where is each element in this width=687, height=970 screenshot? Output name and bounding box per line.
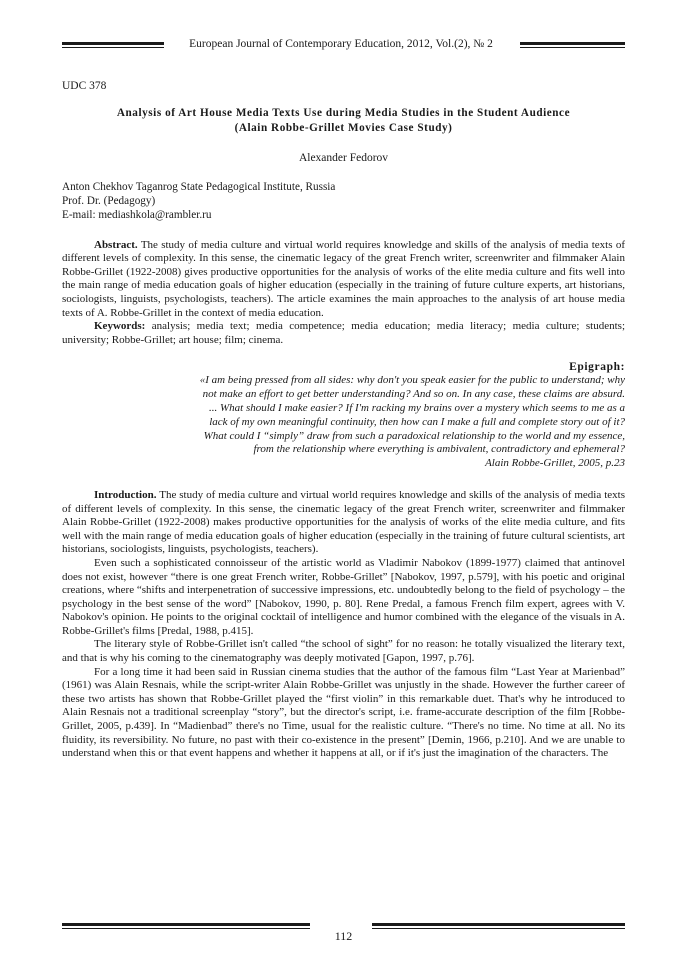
abstract-text: The study of media culture and virtual world requires knowledge and skills of the analysis of media texts of different levels of complexity. In this sense, the cinematic legacy of the great French writer, screenwriter and filmmaker Alain Robbe-Grillet (1922-2008) gives productive opportunities for the analysis of works of the elite media culture and fits well into the main range of media education goals of higher education (especially in the training of future culture experts, art historians, sociologists, linguists, psychologists, teachers). The article examines the main approaches to the analysis of art house media texts of A. Robbe-Grillet in the context of media education. — [62, 238, 625, 319]
header-rule-left-thick — [62, 42, 164, 45]
epigraph-line: What could I “simply” draw from such a paradoxical relationship to the world and my essence, — [203, 429, 625, 442]
abstract-label: Abstract. — [94, 238, 138, 251]
epigraph-line: from the relationship where everything is ambivalent, contradictory and ephemeral? — [253, 443, 625, 456]
epigraph-quote — [62, 374, 625, 471]
body-paragraph-school-of-sight: The literary style of Robbe-Grillet isn't called “the school of sight” for no reason: he totally visualized the literary text, and that is why his coming to the cinematography was deeply motivated [Gapon, 1997, p.76]. — [62, 638, 625, 665]
abstract-paragraph — [62, 239, 625, 321]
institution: Anton Chekhov Taganrog State Pedagogical Institute, Russia — [62, 181, 336, 193]
degree: Prof. Dr. (Pedagogy) — [62, 195, 156, 208]
epigraph-line: «I am being pressed from all sides: why don't you speak easier for the public to understand; why — [199, 374, 625, 387]
introduction-label: Introduction. — [94, 488, 157, 501]
body-paragraph-marienbad: For a long time it had been said in Russian cinema studies that the author of the famous film “Last Year at Marienbad” (1961) was Alain Resnais, while the script-writer Alain Robbe-Grillet was unjustly in the shade. However the further career of these two artists has shown that Robbe-Grillet played the “first violin” in this remarkable duet. That's why he introduced to Alain Resnais not a traditional screenplay “story”, but the director's script, i.e. frame-accurate description of the film [Robbe-Grillet, 2005, p.439]. In “Madienbad” there's no Time, usual for the realistic culture. “There's no time. No time at all. No its fluidity, its reversibility. No future, no past with their co-existence in the present” [Demin, 1966, p.210]. And we are unable to understand when this or that event happens and whether it happens at all, or if it's just the imagination of the characters. The — [62, 665, 625, 760]
header-rule-right-thick — [520, 42, 625, 45]
epigraph-heading: Epigraph: — [569, 361, 625, 374]
email: E-mail: mediashkola@rambler.ru — [62, 209, 212, 222]
keywords-text: analysis; media text; media competence; media education; media literacy; media culture; students; university; Robbe-Grillet; art house; film; cinema. — [62, 320, 626, 346]
footer-rule-right-thin — [372, 928, 625, 929]
article-title — [62, 106, 625, 136]
running-header: European Journal of Contemporary Education, 2012, Vol.(2), № 2 — [189, 38, 493, 50]
body-paragraph-nabokov: Even such a sophisticated connoisseur of the artistic world as Vladimir Nabokov (1899-1977) claimed that antinovel does not exist, however “there is one great French writer, Robbe-Grillet” [Nabokov, 1997, p.579], with his poetic and original creations, where “shifts and interpenetration of successive impressions, etc. undoubtedly belong to the field of psychology – the psychology in the best sense of the word” [Nabokov, 1990, p. 80]. Rene Predal, a famous French film expert, agrees with V. Nabokov's opinion. He points to the original cocktail of intelligence and humor combined with the elegance of the visuals in A. Robbe-Grillet's films [Predal, 1988, p.415]. — [62, 556, 625, 637]
introduction-paragraph — [62, 489, 625, 557]
epigraph-line: lack of my own meaningful continuity, then how can I make a full and complete story out of it? — [209, 415, 625, 428]
header-rule-left-thin — [62, 47, 164, 48]
introduction-text: The study of media culture and virtual world requires knowledge and skills of the analysis of media texts of different levels of complexity. In this sense, the cinematic legacy of the great French writer, screenwriter and filmmaker Alain Robbe-Grillet (1922-2008) makes productive opportunities for the analysis of works of the elite media culture, and fits well with the main range of media education goals of higher education (especially in the training of future cultural scientists, art historians, sociologists, linguists, psychologists, teachers). — [62, 488, 625, 556]
epigraph-attribution: Alain Robbe-Grillet, 2005, p.23 — [485, 457, 625, 470]
affiliation-block — [62, 180, 625, 223]
footer-rule-left-thick — [62, 923, 310, 926]
header-rule-right-thin — [520, 47, 625, 48]
page-content — [62, 80, 625, 761]
keywords-label: Keywords: — [94, 320, 146, 333]
keywords-paragraph — [62, 320, 625, 347]
author-name: Alexander Fedorov — [298, 152, 389, 164]
title-line-2: (Alain Robbe-Grillet Movies Case Study) — [234, 122, 453, 134]
footer-rule-right-thick — [372, 923, 625, 926]
epigraph-line: ... What should I make easier? If I'm racking my brains over a mystery which seems to me as a — [209, 401, 625, 414]
udc-code: UDC 378 — [62, 80, 107, 92]
title-line-1: Analysis of Art House Media Texts Use during Media Studies in the Student Audience — [116, 107, 571, 119]
page-number: 112 — [334, 929, 353, 943]
epigraph-line: not make an effort to get better understanding? And so on. In any case, these claims are absurd. — [202, 388, 625, 401]
